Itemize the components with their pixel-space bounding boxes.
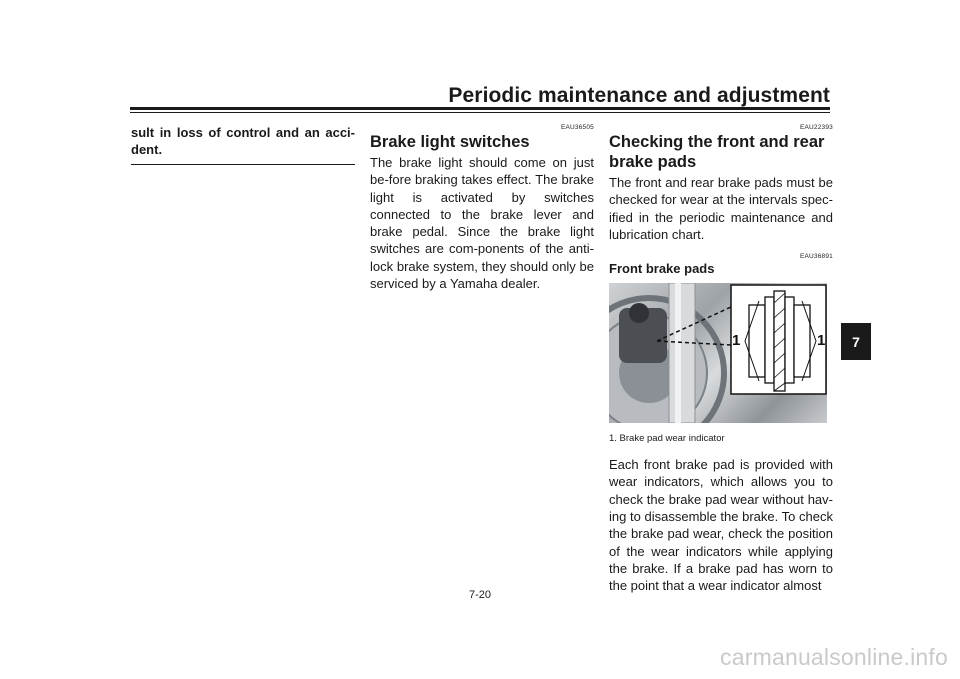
warning-continuation: sult in loss of control and an acci-dent. bbox=[131, 124, 355, 165]
column-left bbox=[131, 124, 355, 165]
section-heading-brake-pads: Checking the front and rear brake pads bbox=[609, 133, 825, 171]
header-rule-thin bbox=[130, 112, 830, 113]
watermark-text: carmanualsonline.info bbox=[720, 644, 948, 670]
header-rule-thick bbox=[130, 107, 830, 110]
brake-caliper-illustration bbox=[609, 283, 827, 423]
section-body-front-brake-pads: Each front brake pad is provided with wear indicators, which allows you to check the brake pad wear without hav-ing to disassemble the brake. To check the brake pad wear, check the position of the wear indicators while applying the brake. If a brake pad has worn to the point that a wear indicator almost bbox=[609, 457, 833, 594]
subsection-code: EAU36891 bbox=[799, 253, 833, 261]
section-body-brake-light: The brake light should come on just be-fore braking takes effect. The brake light is activated by switches connected to the brake lever and brake pedal. Since the brake light switches are com-ponents of the anti-lock brake system, they should only be serviced by a Yamaha dealer. bbox=[370, 155, 594, 292]
section-heading-brake-light-switches: Brake light switches bbox=[370, 133, 530, 151]
section-code: EAU36505 bbox=[560, 124, 594, 131]
callout-label-left: 1 bbox=[732, 332, 741, 350]
callout-label-right: 1 bbox=[817, 332, 826, 350]
figure-caption: 1. Brake pad wear indicator bbox=[609, 433, 725, 445]
chapter-tab: 7 bbox=[841, 323, 871, 360]
subsection-heading-front-brake-pads: Front brake pads bbox=[609, 261, 715, 277]
column-right bbox=[609, 124, 833, 595]
column-middle bbox=[370, 124, 594, 292]
page-number: 7-20 bbox=[468, 589, 492, 601]
section-intro-brake-pads: The front and rear brake pads must be checked for wear at the intervals spec-ified in the periodic maintenance and lubrication chart. bbox=[609, 175, 833, 242]
section-code: EAU22393 bbox=[799, 124, 833, 131]
brake-pad-photo bbox=[609, 283, 827, 423]
page-header-title: Periodic maintenance and adjustment bbox=[448, 84, 830, 107]
